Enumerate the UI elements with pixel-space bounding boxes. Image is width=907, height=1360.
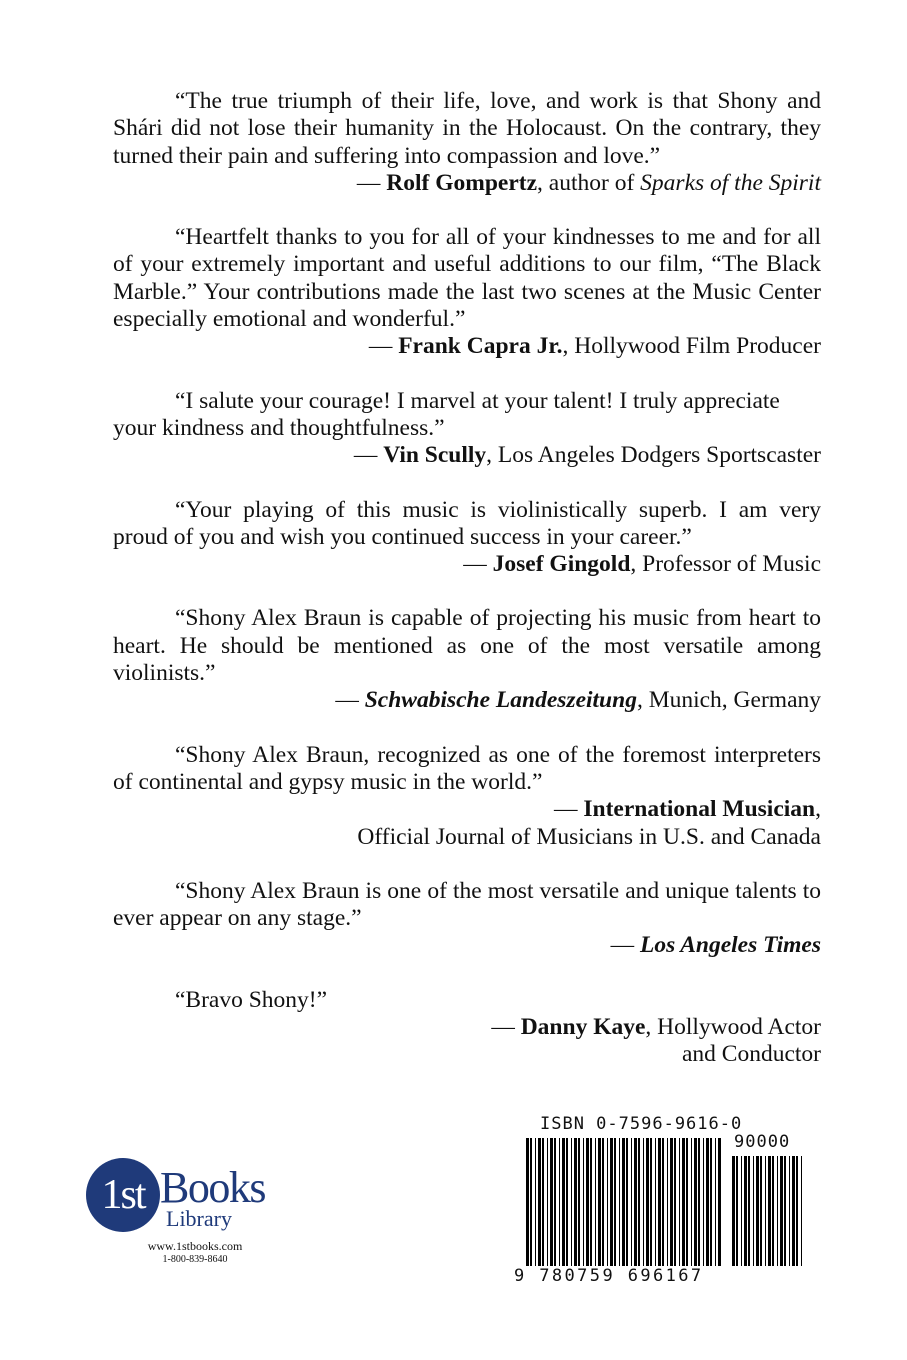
- barcode-bar: [586, 1138, 589, 1266]
- barcode-bar: [682, 1138, 685, 1266]
- barcode-bar: [694, 1138, 697, 1266]
- barcode-bar: [607, 1138, 608, 1266]
- barcode-bar: [554, 1138, 556, 1266]
- barcode-bar: [646, 1138, 649, 1266]
- quote-la-times: [113, 878, 821, 960]
- quote-attribution: — Schwabische Landeszeitung, Munich, Germany: [335, 687, 821, 714]
- quote-attribution: — Frank Capra Jr., Hollywood Film Producer: [368, 333, 821, 360]
- price-code: 90000: [734, 1132, 791, 1152]
- quote-author-role: Official Journal of Musicians in U.S. and Canada: [357, 823, 821, 850]
- barcode-bar: [732, 1156, 735, 1266]
- quote-attribution: — Rolf Gompertz, author of Sparks of the Spirit: [356, 169, 821, 196]
- barcode-bar: [772, 1156, 774, 1266]
- barcode-bar: [744, 1156, 747, 1266]
- barcode-bar: [784, 1156, 786, 1266]
- barcode-bar: [780, 1156, 783, 1266]
- barcode-bar: [768, 1156, 771, 1266]
- barcode-bar: [698, 1138, 700, 1266]
- barcode-bar: [643, 1138, 644, 1266]
- barcode-bar: [595, 1138, 596, 1266]
- barcode-bar: [598, 1138, 601, 1266]
- barcode-bar: [674, 1138, 676, 1266]
- barcode-bar: [796, 1156, 798, 1266]
- logo-circle: 1st: [86, 1158, 160, 1232]
- quote-text: “Bravo Shony!”: [175, 986, 328, 1013]
- quote-author: Danny Kaye: [520, 1014, 646, 1041]
- quote-gingold: [113, 497, 821, 579]
- barcode-bar: [667, 1138, 668, 1266]
- barcode-bar: [574, 1138, 577, 1266]
- barcode-bar: [578, 1138, 580, 1266]
- quote-author-role: Professor of Music: [642, 551, 821, 578]
- barcode-bar: [622, 1138, 625, 1266]
- barcode-bar: [571, 1138, 572, 1266]
- barcode-bar: [566, 1138, 568, 1266]
- isbn-number: ISBN 0-7596-9616-0: [540, 1114, 743, 1134]
- barcode: [510, 1106, 812, 1290]
- quote-author: Rolf Gompertz: [386, 169, 538, 196]
- quote-gompertz: [113, 88, 821, 197]
- barcode-bar: [736, 1156, 738, 1266]
- barcode-bar: [760, 1156, 762, 1266]
- barcode-bar: [658, 1138, 661, 1266]
- barcode-bar: [634, 1138, 637, 1266]
- quote-text: “Your playing of this music is violinistically superb. I am very proud of you and wish you continued success in your career.”: [113, 496, 821, 550]
- barcode-bar: [703, 1138, 704, 1266]
- quote-text: “Shony Alex Braun, recognized as one of the foremost interpreters of continental and gypsy music in the world.”: [113, 741, 821, 795]
- quote-kaye: [113, 987, 821, 1069]
- quote-author: International Musician: [583, 796, 816, 823]
- quote-attribution: — Danny Kaye, Hollywood Actor: [491, 1014, 821, 1041]
- barcode-bar: [801, 1156, 802, 1266]
- quote-author: Vin Scully: [383, 442, 487, 469]
- barcode-bar: [748, 1156, 750, 1266]
- quote-attribution: — Josef Gingold, Professor of Music: [463, 551, 821, 578]
- barcode-bar: [602, 1138, 604, 1266]
- barcode-bar: [655, 1138, 656, 1266]
- barcode-bar: [626, 1138, 628, 1266]
- barcode-bar: [610, 1138, 613, 1266]
- quote-attribution: — International Musician,: [553, 796, 821, 823]
- quote-author-role: Hollywood Film Producer: [574, 333, 821, 360]
- barcode-bar: [777, 1156, 778, 1266]
- barcode-bar: [583, 1138, 584, 1266]
- barcode-bar: [792, 1156, 795, 1266]
- barcode-bar: [638, 1138, 640, 1266]
- quote-author: Los Angeles Times: [639, 932, 821, 959]
- quote-text: “Shony Alex Braun is capable of projecting his music from heart to heart. He should be mentioned as one of the most versatile among violinists.”: [113, 605, 821, 687]
- book-title: Sparks of the Spirit: [640, 169, 821, 196]
- quote-landeszeitung: [113, 605, 821, 714]
- barcode-bar: [535, 1138, 536, 1266]
- barcode-bar: [662, 1138, 664, 1266]
- quote-author-role: Hollywood Actor: [657, 1014, 821, 1041]
- quote-text: “I salute your courage! I marvel at your talent! I truly appreciate your kindness and thoughtfulness.”: [113, 387, 780, 441]
- quote-author: Schwabische Landeszeitung: [364, 687, 637, 714]
- quote-attribution: — Vin Scully, Los Angeles Dodgers Sportscaster: [353, 442, 821, 469]
- quote-author: Frank Capra Jr.: [398, 333, 563, 360]
- quote-text: “Heartfelt thanks to you for all of your kindnesses to me and for all of your extremely important and useful additions to our film, “The Black Marble.” Your contributions made the last two scenes at the Music Center especially emotional and wonderful.”: [113, 224, 821, 333]
- barcode-bar: [631, 1138, 632, 1266]
- barcode-bar: [756, 1156, 759, 1266]
- quote-author-role-cont: and Conductor: [681, 1041, 821, 1068]
- quote-international-musician: [113, 742, 821, 851]
- publisher-phone: 1-800-839-8640: [162, 1254, 228, 1265]
- barcode-bar: [619, 1138, 620, 1266]
- quote-author-role: Munich, Germany: [648, 687, 821, 714]
- quote-text: “The true triumph of their life, love, and work is that Shony and Shári did not lose their humanity in the Holocaust. On the contrary, they turned their pain and suffering into compassion and love.”: [113, 88, 821, 169]
- barcode-bar: [547, 1138, 548, 1266]
- barcode-bar: [715, 1138, 716, 1266]
- barcode-bar: [590, 1138, 592, 1266]
- quote-scully: [113, 388, 821, 470]
- barcode-bar: [706, 1138, 709, 1266]
- quote-capra: [113, 224, 821, 360]
- barcode-bar: [650, 1138, 652, 1266]
- publisher-url: www.1stbooks.com: [147, 1239, 243, 1253]
- barcode-bar: [550, 1138, 553, 1266]
- barcode-bar: [686, 1138, 688, 1266]
- barcode-bar: [614, 1138, 616, 1266]
- barcode-bar: [562, 1138, 565, 1266]
- quote-author: Josef Gingold: [492, 551, 631, 578]
- barcode-bar: [718, 1138, 721, 1266]
- publisher-logo: [86, 1158, 286, 1268]
- barcode-bar: [691, 1138, 692, 1266]
- logo-library-wordmark: Library: [166, 1206, 232, 1231]
- barcode-bar: [753, 1156, 754, 1266]
- quote-author-role: Los Angeles Dodgers Sportscaster: [497, 442, 821, 469]
- barcode-bar: [710, 1138, 712, 1266]
- endorsements: [113, 88, 821, 1096]
- quote-text: “Shony Alex Braun is one of the most versatile and unique talents to ever appear on any stage.”: [113, 877, 821, 932]
- barcode-bar: [530, 1138, 532, 1266]
- barcode-bar: [559, 1138, 560, 1266]
- quote-attribution: — Los Angeles Times: [610, 932, 821, 959]
- barcode-bar: [526, 1138, 529, 1266]
- barcode-bar: [789, 1156, 790, 1266]
- barcode-bar: [538, 1138, 541, 1266]
- barcode-bar: [542, 1138, 544, 1266]
- barcode-bar: [679, 1138, 680, 1266]
- barcode-bar: [765, 1156, 766, 1266]
- ean-number: 9 780759 696167: [514, 1266, 704, 1286]
- logo-books-wordmark: Books: [160, 1163, 265, 1212]
- barcode-bar: [741, 1156, 742, 1266]
- barcode-bar: [670, 1138, 673, 1266]
